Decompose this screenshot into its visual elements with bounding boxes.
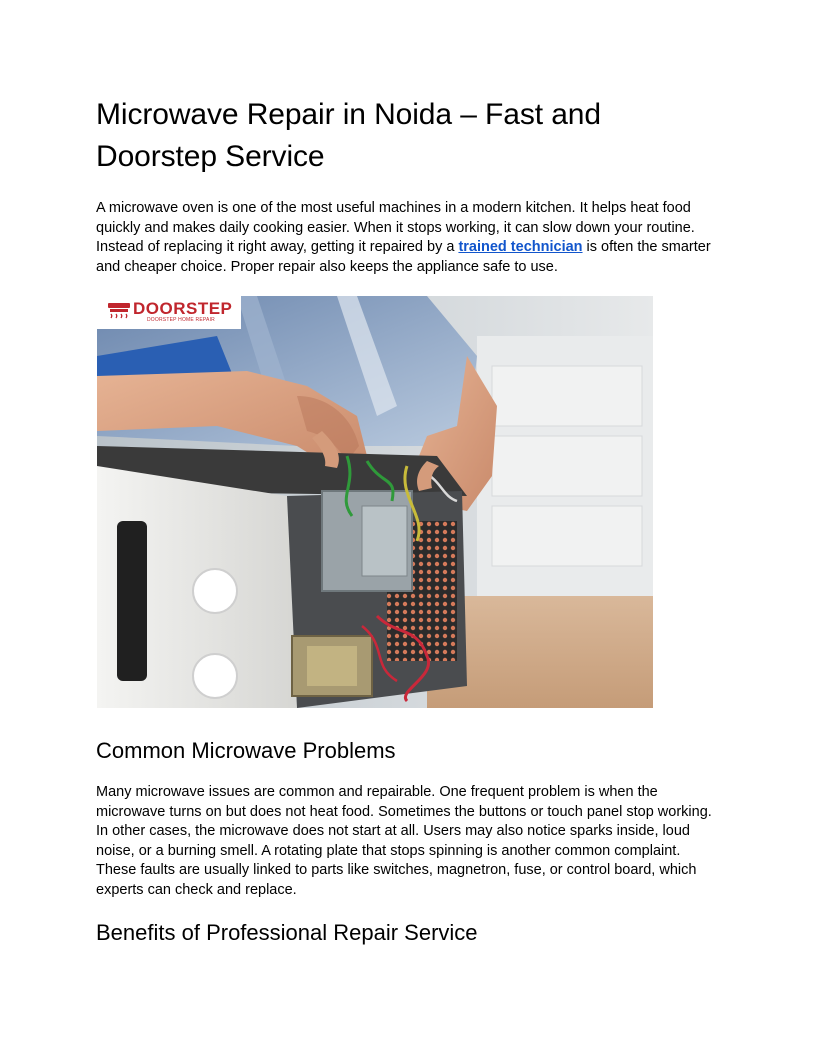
section-heading-common-problems: Common Microwave Problems [96, 738, 396, 763]
document-page [96, 94, 720, 948]
trained-technician-link[interactable]: trained technician [458, 239, 583, 255]
logo-text: DOORSTEP [133, 299, 233, 318]
section-heading-benefits: Benefits of Professional Repair Service [96, 920, 478, 945]
intro-text-before-link: A microwave oven is one of the most useful machines in a modern kitchen. It helps heat food quickly and makes daily cooking easier. When it stops working, it can slow down your routine. Instead of replacing it right away, getting it repaired by a [96, 200, 695, 255]
intro-text-after-link: is often the smarter and cheaper choice. Proper repair also keeps the appliance safe to use. [96, 239, 711, 275]
logo-subtext: DOORSTEP HOME REPAIR [147, 317, 215, 323]
doorstep-logo-icon [107, 301, 131, 323]
photo-illustration [97, 296, 653, 708]
intro-paragraph [96, 199, 720, 277]
common-problems-paragraph: Many microwave issues are common and repairable. One frequent problem is when the microwave turns on but does not heat food. Sometimes the buttons or touch panel stop working. In other cases, the microwave does not start at all. Users may also notice sparks inside, loud noise, or a burning smell. A rotating plate that stops spinning is another common complaint. These faults are usually linked to parts like switches, magnetron, fuse, or control board, which experts can check and replace. [96, 784, 712, 898]
technician-repairing-microwave-image [97, 296, 653, 708]
page-title: Microwave Repair in Noida – Fast and Doorstep Service [96, 98, 601, 173]
doorstep-logo [97, 296, 241, 329]
